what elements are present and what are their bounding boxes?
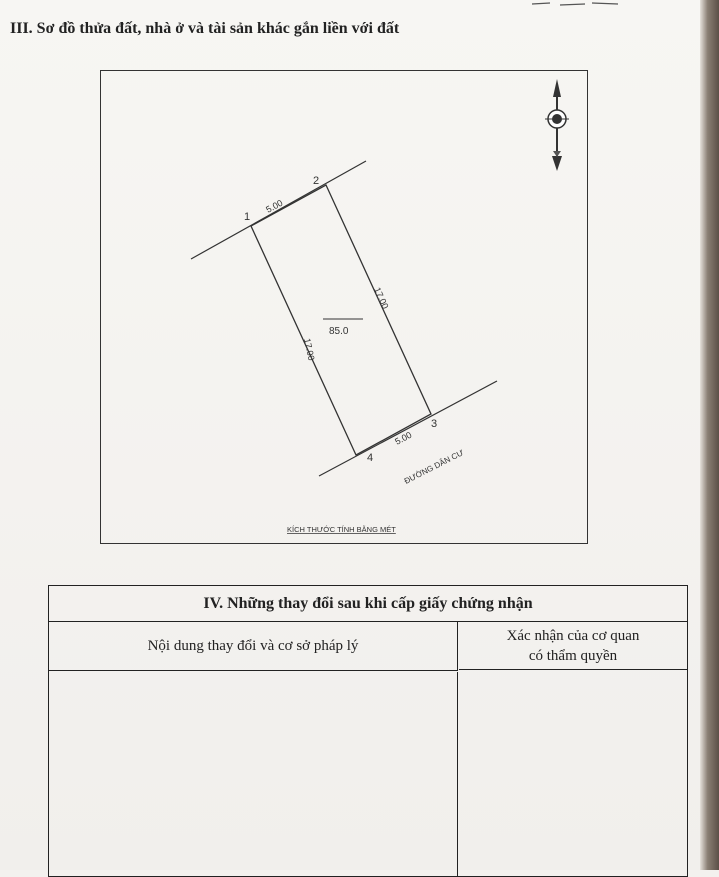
- scale-note: KÍCH THƯỚC TÍNH BẰNG MÉT: [287, 525, 396, 534]
- parcel-outline: [251, 185, 431, 455]
- confirmation-content-cell: [459, 672, 687, 876]
- point-1-label: 1: [244, 211, 251, 223]
- north-arrow-icon: [545, 79, 569, 171]
- changes-content-cell: [49, 672, 458, 876]
- road-label: ĐƯỜNG DÂN CƯ: [402, 448, 466, 486]
- top-edge-marks: [530, 0, 620, 10]
- point-3-label: 3: [431, 418, 438, 430]
- edge-right-length: 17.00: [372, 285, 391, 311]
- parcel-diagram: [101, 71, 587, 543]
- point-4-label: 4: [367, 452, 374, 464]
- column-header-confirmation-line1: Xác nhận của cơ quan: [506, 628, 640, 644]
- column-header-confirmation: [459, 622, 687, 670]
- top-boundary-line: [191, 161, 366, 259]
- edge-top-length: 5.00: [264, 197, 285, 215]
- column-header-changes: Nội dung thay đổi và cơ sở pháp lý: [49, 622, 458, 671]
- parcel-area: 85.0: [329, 326, 349, 337]
- point-2-label: 2: [313, 175, 320, 187]
- column-header-confirmation-line2: có thẩm quyền: [528, 648, 618, 664]
- section-4-title: IV. Những thay đổi sau khi cấp giấy chứng nhận: [49, 586, 687, 622]
- edge-left-length: 17.00: [302, 337, 317, 362]
- page-edge-shadow: [700, 0, 719, 870]
- changes-table: [48, 585, 688, 877]
- edge-bottom-length: 5.00: [393, 429, 414, 447]
- land-parcel-map: [100, 70, 588, 544]
- section-3-title: III. Sơ đồ thửa đất, nhà ở và tài sản khác gắn liền với đất: [10, 20, 400, 37]
- road-boundary-line: [319, 381, 497, 476]
